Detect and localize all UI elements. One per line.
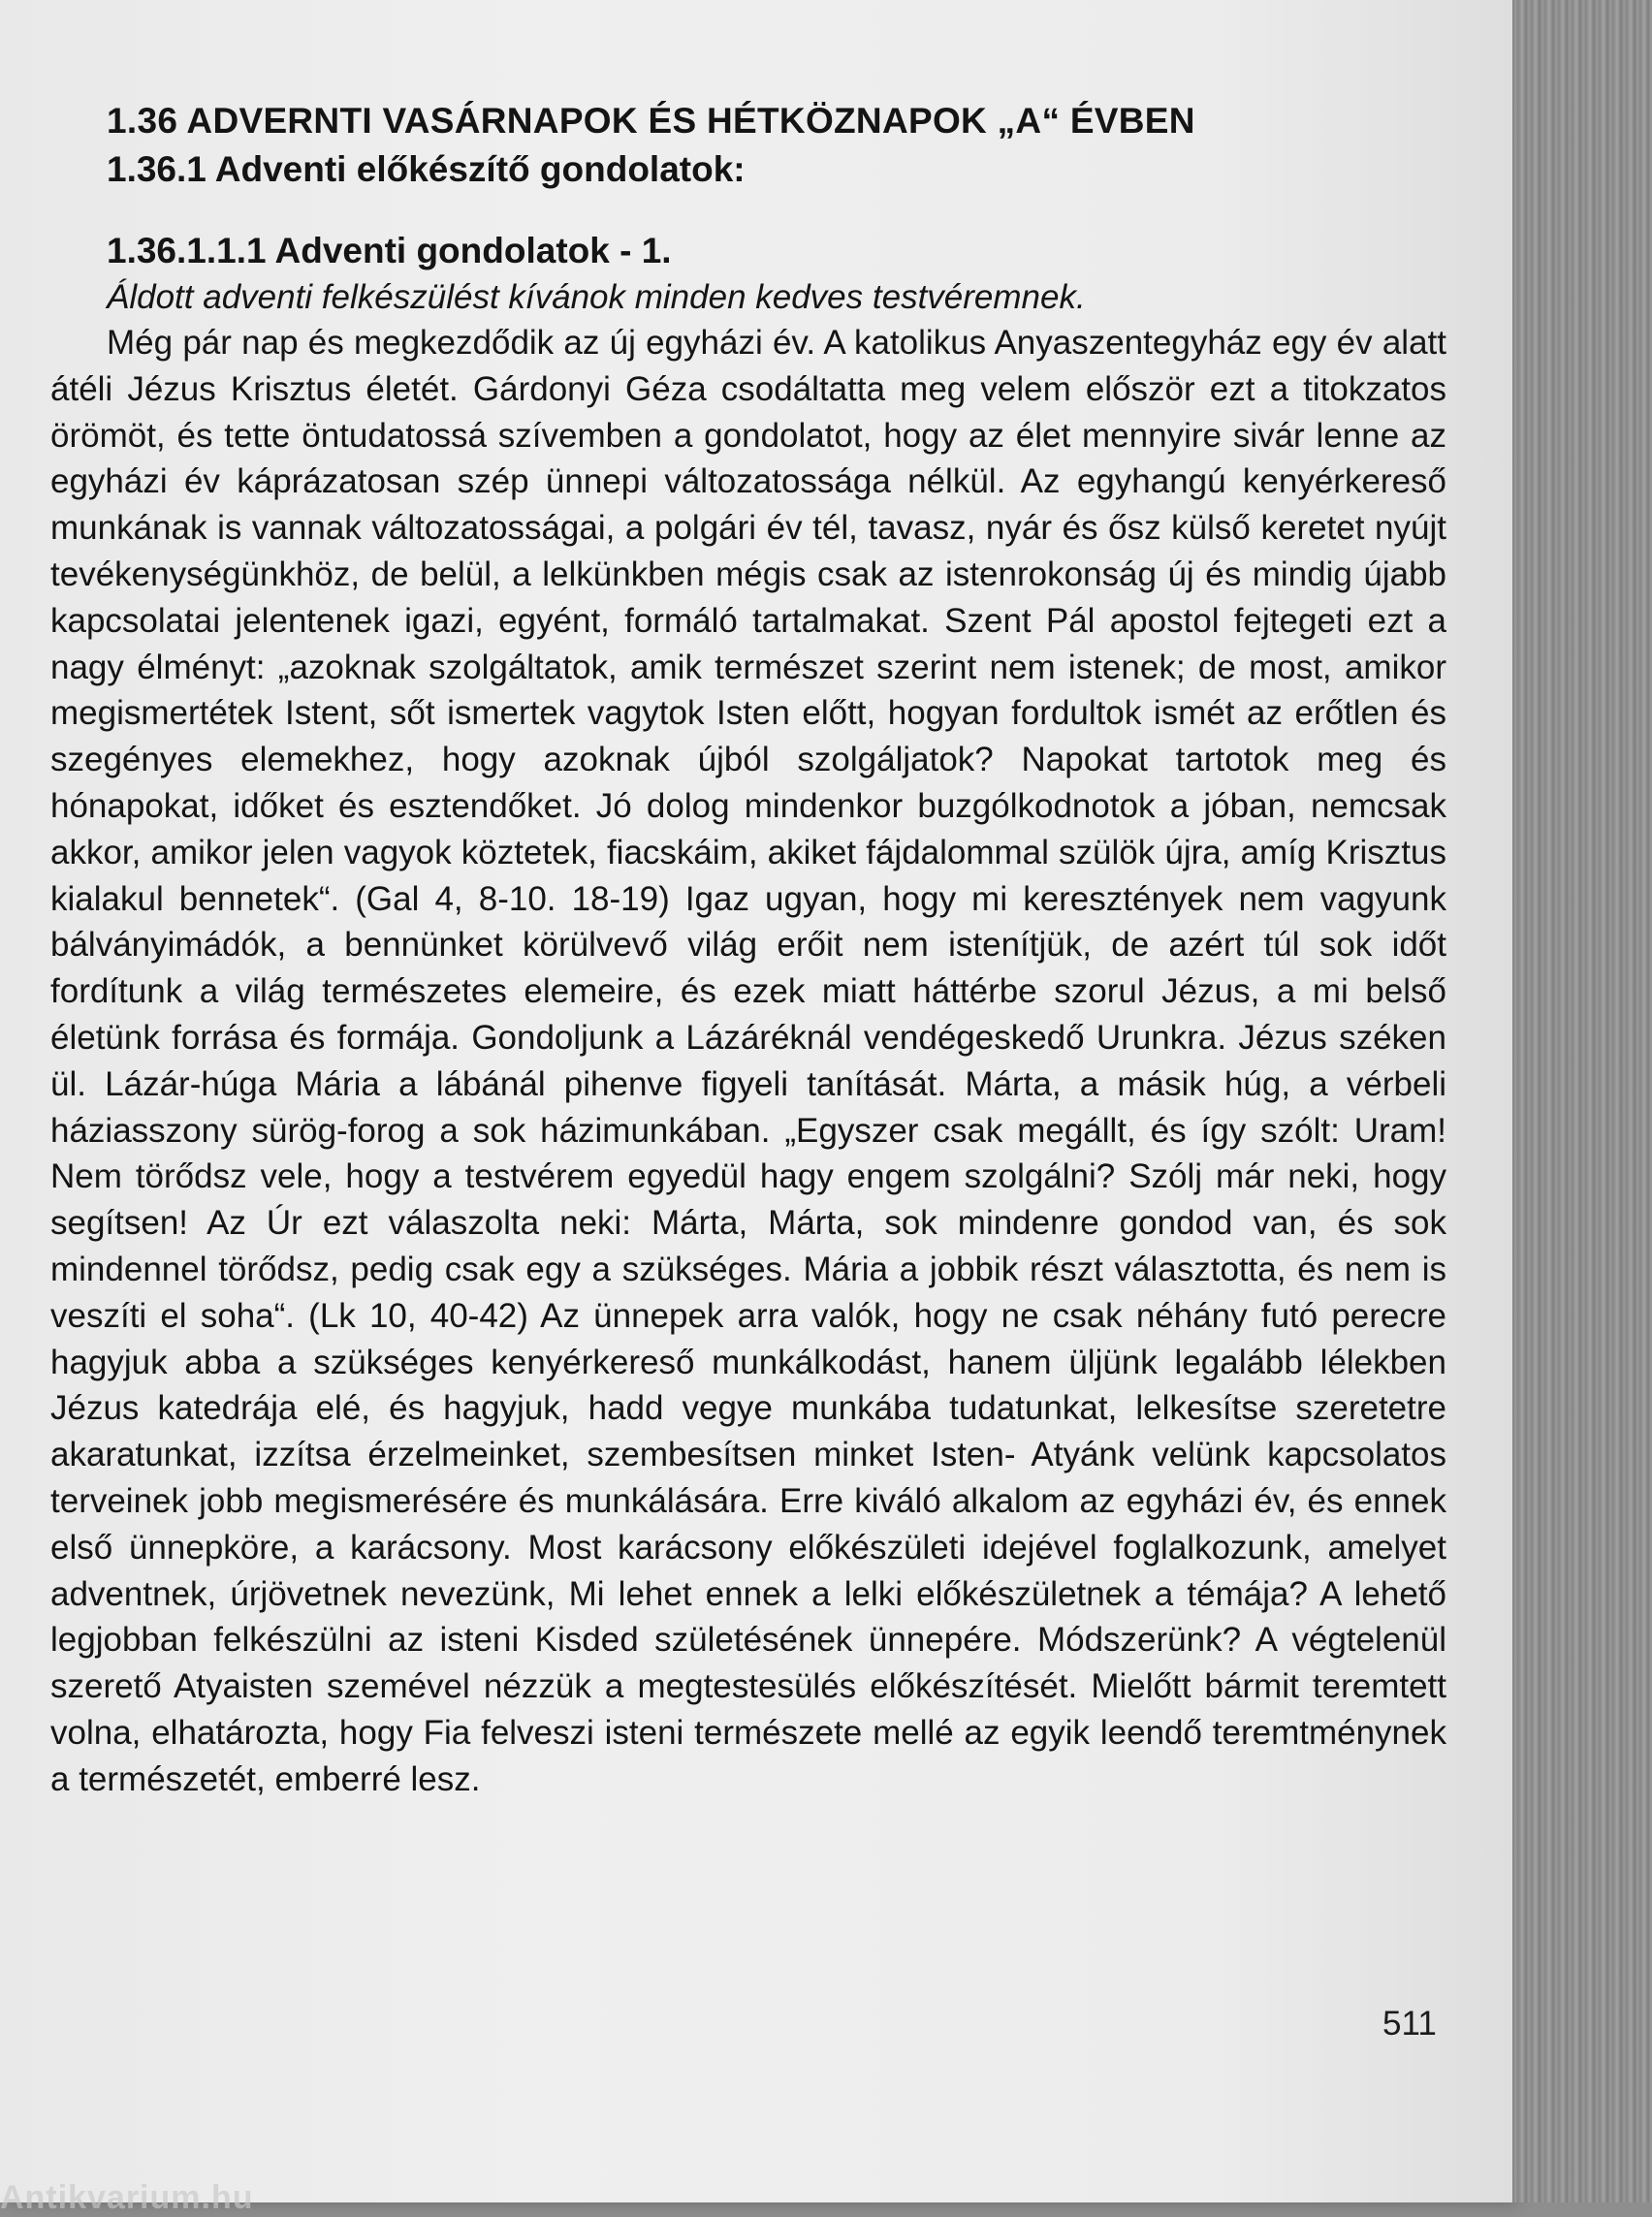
- subsection-heading: 1.36.1.1.1 Adventi gondolatok - 1.: [107, 231, 672, 270]
- section-heading: 1.36.1 Adventi előkészítő gondolatok:: [107, 149, 746, 189]
- chapter-heading: 1.36 ADVERNTI VASÁRNAPOK ÉS HÉTKÖZNAPOK „A“ ÉVBEN: [107, 101, 1195, 141]
- body-paragraph: Még pár nap és megkezdődik az új egyházi év. A katolikus Anyaszentegyház egy év alatt átéli Jézus Krisztus életét. Gárdonyi Géza csodáltatta meg velem először ezt a titokzatos örömöt, és tette öntudatossá szívemben a gondolatot, hogy az élet mennyire sivár lenne az egyházi év káprázatosan szép ünnepi változatossága nélkül. Az egyhangú kenyérkereső munkának is vannak változatosságai, a polgári év tél, tavasz, nyár és ősz külső keretet nyújt tevékenységünkhöz, de belül, a lelkünkben mégis csak az istenrokonság új és mindig újabb kapcsolatai jelentenek igazi, egyént, formáló tartalmakat. Szent Pál apostol fejtegeti ezt a nagy élményt: „azoknak szolgáltatok, amik természet szerint nem istenek; de most, amikor megismertétek Istent, sőt ismertek vagytok Isten előtt, hogyan fordultok ismét az erőtlen és szegényes elemekhez, hogy azoknak újból szolgáljatok? Napokat tartotok meg és hónapokat, időket és esztendőket. Jó dolog mindenkor buzgólkodnotok a jóban, nemcsak akkor, amikor jelen vagyok köztetek, fiacskáim, akiket fájdalommal szülök újra, amíg Krisztus kialakul bennetek“. (Gal 4, 8-10. 18-19) Igaz ugyan, hogy mi keresztények nem vagyunk bálványimádók, a bennünket körülvevő világ erőit nem istenítjük, de azért túl sok időt fordítunk a világ természetes elemeire, és ezek miatt háttérbe szorul Jézus, a mi belső életünk forrása és formája. Gondoljunk a Lázáréknál vendégeskedő Urunkra. Jézus széken ül. Lázár-húga Mária a lábánál pihenve figyeli tanítását. Márta, a másik húg, a vérbeli háziasszony sürög-forog a sok házimunkában. „Egyszer csak megállt, és így szólt: Uram! Nem törődsz vele, hogy a testvérem egyedül hagy engem szolgálni? Szólj már neki, hogy segítsen! Az Úr ezt válaszolta neki: Márta, Márta, sok mindenre gondod van, és sok mindennel törődsz, pedig csak egy a szükséges. Mária a jobbik részt választotta, és nem is veszíti el soha“. (Lk 10, 40-42) Az ünnepek arra valók, hogy ne csak néhány futó perecre hagyjuk abba a szükséges kenyérkereső munkálkodást, hanem üljünk legalább lélekben Jézus katedrája elé, és hagyjuk, hadd vegye munkába tudatunkat, lelkesítse szeretetre akaratunkat, izzítsa érzelmeinket, szembesítsen minket Isten- Atyánk velünk kapcsolatos terveinek jobb megismerésére és munkálására. Erre kiváló alkalom az egyházi év, és ennek első ünnepköre, a karácsony. Most karácsony előkészületi idejével foglalkozunk, amelyet adventnek, úrjövetnek nevezünk, Mi lehet ennek a lelki előkészületnek a témája? A lehető legjobban felkészülni az isteni Kisded születésének ünnepére. Módszerünk? A végtelenül szerető Atyaisten szemével nézzük a megtestesülés előkészítését. Mielőtt bármit teremtett volna, elhatározta, hogy Fia felveszi isteni természete mellé az egyik leendő teremtménynek a természetét, emberré lesz.: [50, 324, 1446, 1798]
- watermark-text: Antikvarium.hu: [0, 2179, 254, 2216]
- page-content: [50, 97, 1446, 1803]
- intro-line: Áldott adventi felkészülést kívánok minden kedves testvéremnek.: [107, 278, 1086, 316]
- page-number: 511: [1382, 2005, 1437, 2043]
- book-page-edges: [1512, 0, 1652, 2202]
